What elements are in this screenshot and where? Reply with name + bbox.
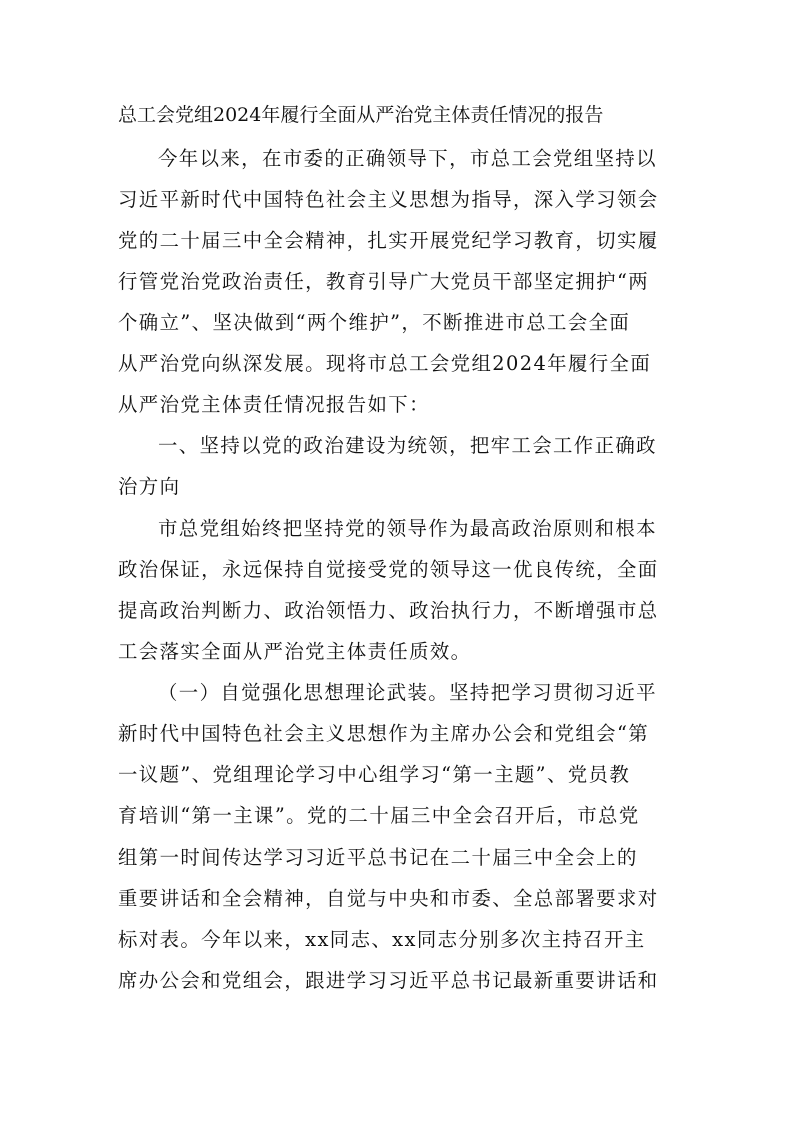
paragraph-line: 重要讲话和全会精神，自觉与中央和市委、全总部署要求对 [118, 887, 659, 910]
paragraph-line: 育培训“第一主课”。党的二十届三中全会召开后，市总党 [118, 804, 640, 827]
paragraph-line: 政治保证，永远保持自觉接受党的领导这一优良传统，全面 [118, 558, 659, 581]
paragraph-line: 个确立”、坚决做到“两个维护”，不断推进市总工会全面 [118, 311, 631, 334]
document-title: 总工会党组2024年履行全面从严治党主体责任情况的报告 [118, 104, 604, 126]
paragraph-line: 党的二十届三中全会精神，扎实开展党纪学习教育，切实履 [118, 229, 659, 252]
paragraph-line: 席办公会和党组会，跟进学习习近平总书记最新重要讲话和 [118, 969, 659, 992]
paragraph-line: 工会落实全面从严治党主体责任质效。 [118, 640, 472, 663]
paragraph-line: 习近平新时代中国特色社会主义思想为指导，深入学习领会 [118, 188, 659, 211]
paragraph-line: 一议题”、党组理论学习中心组学习“第一主题”、党员教 [118, 763, 631, 786]
section-heading-line: 一、坚持以党的政治建设为统领，把牢工会工作正确政 [158, 434, 657, 457]
section-heading-line: 治方向 [118, 475, 181, 498]
paragraph-line: 行管党治党政治责任，教育引导广大党员干部坚定拥护“两 [118, 270, 650, 293]
paragraph-line: 新时代中国特色社会主义思想作为主席办公会和党组会“第 [118, 722, 650, 745]
paragraph-line: 今年以来，在市委的正确领导下，市总工会党组坚持以 [158, 147, 657, 170]
paragraph-line: 提高政治判断力、政治领悟力、政治执行力，不断增强市总 [118, 599, 659, 622]
paragraph-line: 从严治党向纵深发展。现将市总工会党组2024年履行全面 [118, 352, 652, 375]
paragraph-line: 标对表。今年以来，xx同志、xx同志分别多次主持召开主 [118, 928, 646, 951]
paragraph-line: 组第一时间传达学习习近平总书记在二十届三中全会上的 [118, 846, 638, 869]
paragraph-line: （一）自觉强化思想理论武装。坚持把学习贯彻习近平 [158, 681, 657, 704]
paragraph-line: 从严治党主体责任情况报告如下： [118, 393, 430, 416]
paragraph-line: 市总党组始终把坚持党的领导作为最高政治原则和根本 [158, 517, 657, 540]
